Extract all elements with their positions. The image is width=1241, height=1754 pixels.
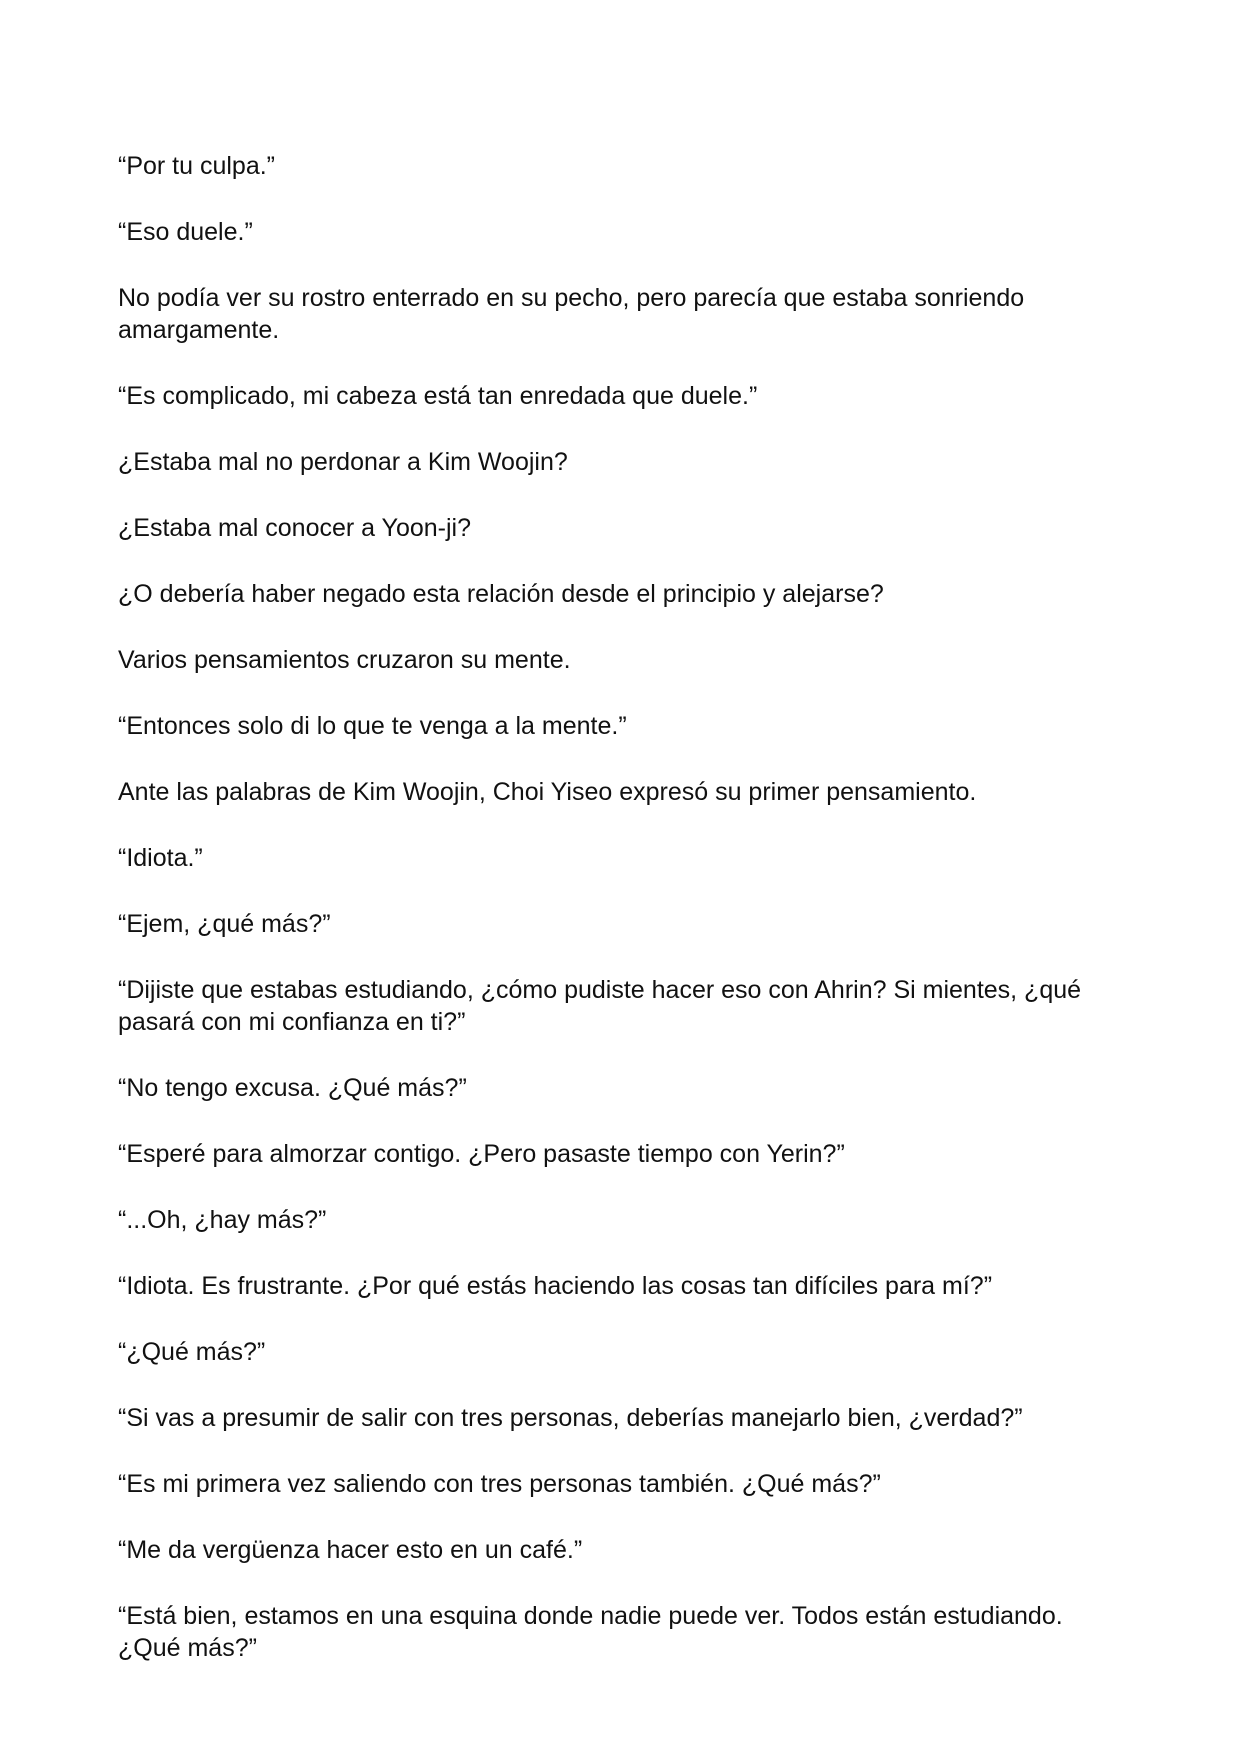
paragraph: ¿Estaba mal conocer a Yoon-ji? [118, 514, 471, 542]
paragraph: “Por tu culpa.” [118, 152, 276, 180]
paragraph: “Es complicado, mi cabeza está tan enredada que duele.” [118, 382, 758, 410]
paragraph: ¿Estaba mal no perdonar a Kim Woojin? [118, 448, 568, 476]
paragraph: “Ejem, ¿qué más?” [118, 910, 331, 938]
paragraph: “Entonces solo di lo que te venga a la mente.” [118, 712, 627, 740]
paragraph: Ante las palabras de Kim Woojin, Choi Yiseo expresó su primer pensamiento. [118, 778, 977, 806]
document-body [118, 150, 1123, 1698]
paragraph: “Idiota. Es frustrante. ¿Por qué estás haciendo las cosas tan difíciles para mí?” [118, 1272, 993, 1300]
paragraph: “Eso duele.” [118, 218, 253, 246]
paragraph: “Está bien, estamos en una esquina donde nadie puede ver. Todos están estudiando. ¿Qué más?” [118, 1602, 1063, 1662]
paragraph: “Es mi primera vez saliendo con tres personas también. ¿Qué más?” [118, 1470, 881, 1498]
paragraph: No podía ver su rostro enterrado en su pecho, pero parecía que estaba sonriendo amargamente. [118, 284, 1025, 344]
paragraph: “¿Qué más?” [118, 1338, 266, 1366]
paragraph: ¿O debería haber negado esta relación desde el principio y alejarse? [118, 580, 884, 608]
paragraph: Varios pensamientos cruzaron su mente. [118, 646, 571, 674]
paragraph: “Idiota.” [118, 844, 203, 872]
paragraph: “Esperé para almorzar contigo. ¿Pero pasaste tiempo con Yerin?” [118, 1140, 845, 1168]
paragraph: “No tengo excusa. ¿Qué más?” [118, 1074, 467, 1102]
paragraph: “...Oh, ¿hay más?” [118, 1206, 327, 1234]
paragraph: “Me da vergüenza hacer esto en un café.” [118, 1536, 583, 1564]
paragraph: “Si vas a presumir de salir con tres personas, deberías manejarlo bien, ¿verdad?” [118, 1404, 1023, 1432]
paragraph: “Dijiste que estabas estudiando, ¿cómo pudiste hacer eso con Ahrin? Si mientes, ¿qué pasará con mi confianza en ti?” [118, 976, 1082, 1036]
